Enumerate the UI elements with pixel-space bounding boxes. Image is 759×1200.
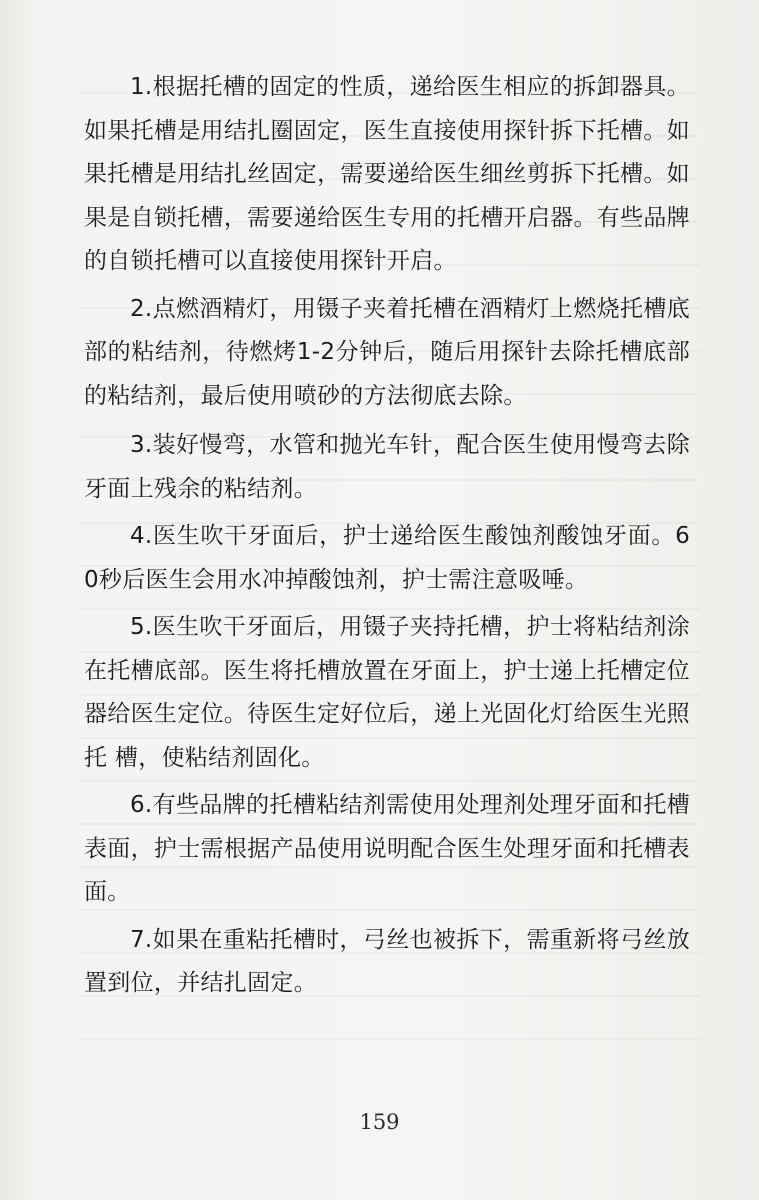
body-text <box>84 66 690 1010</box>
page-number: 159 <box>359 1110 400 1134</box>
step-paragraph-7: 7.如果在重粘托槽时，弓丝也被拆下，需重新将弓丝放置到位，并结扎固定。 <box>84 926 690 996</box>
step-paragraph-3: 3.装好慢弯，水管和抛光车针，配合医生使用慢弯去除牙面上残余的粘结剂。 <box>84 432 690 502</box>
step-paragraph-6: 6.有些品牌的托槽粘结剂需使用处理剂处理牙面和托槽表面，护士需根据产品使用说明配合医生处理牙面和托槽表面。 <box>84 792 690 905</box>
step-paragraph-5: 5.医生吹干牙面后，用镊子夹持托槽，护士将粘结剂涂在托槽底部。医生将托槽放置在牙面上，护士递上托槽定位器给医生定位。待医生定好位后，递上光固化灯给医生光照托 槽，使粘结剂固化。 <box>84 614 690 771</box>
step-paragraph-4: 4.医生吹干牙面后，护士递给医生酸蚀剂酸蚀牙面。60秒后医生会用水冲掉酸蚀剂，护士需注意吸唾。 <box>84 523 690 593</box>
step-paragraph-1: 1.根据托槽的固定的性质，递给医生相应的拆卸器具。如果托槽是用结扎圈固定，医生直接使用探针拆下托槽。如果托槽是用结扎丝固定，需要递给医生细丝剪拆下托槽。如果是自锁托槽，需要递给医生专用的托槽开启器。有些品牌的自锁托槽可以直接使用探针开启。 <box>84 74 690 274</box>
step-paragraph-2: 2.点燃酒精灯，用镊子夹着托槽在酒精灯上燃烧托槽底部的粘结剂，待燃烤1-2分钟后，随后用探针去除托槽底部的粘结剂，最后使用喷砂的方法彻底去除。 <box>84 295 690 409</box>
